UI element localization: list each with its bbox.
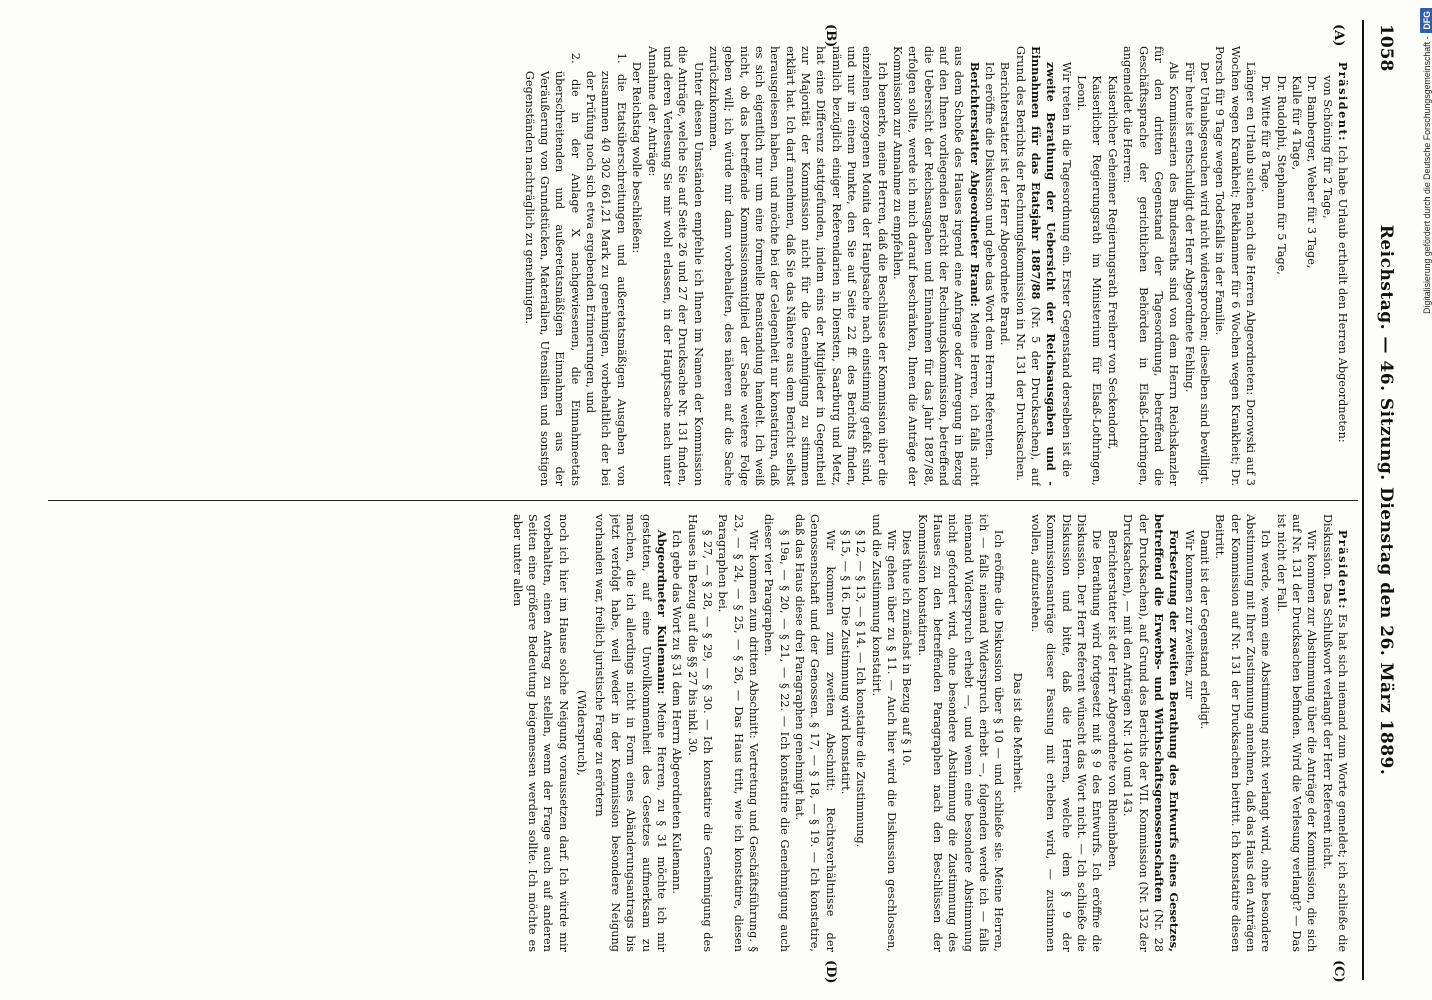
leave-list-item: Dr. Witte für 8 Tage. <box>1259 75 1273 193</box>
resolution-item: 2. die in der Anlage X nachgewiesenen, die Einnahmeetats überschreitenden und außeretatsmäßigen Einnahmen aus der Veräußerung von Grundstücken, Materialien, Utensilien und sonstigen Gegenständen nachträglich zu genehmigen. <box>522 52 582 486</box>
digitization-text: Digitalisierung gefördert durch die Deutsche Forschungsgemeinschaft - <box>1422 36 1432 314</box>
running-title: Reichstag. — 46. Sitzung. Dienstag den 26. März 1889. <box>1376 224 1396 776</box>
paragraph: § 15, — § 16. Die Zustimmung wird konstatirt. <box>839 529 852 795</box>
resolution-item: 1. die Etatsüberschreitungen und außeretatsmäßigen Ausgaben von zusammen 40 302 661,21 Mark zu genehmigen, vorbehaltlich der bei der Prüfung noch sich etwa ergebenden Erinnerungen, und <box>584 52 628 486</box>
speaker-label: Berichterstatter Abgeordneter Brand: <box>967 61 982 307</box>
paragraph: Ich werde, wenn eine Abstimmung nicht verlangt wird, ohne besondere Abstimmung mit Ihrer Zustimmung annehmen, daß das Haus den Anträgen der Kommission auf Nr. 131 der Drucksachen beitritt. Ich konstatire diesen Beitritt. <box>1213 514 1273 952</box>
paragraph: Präsident: Es hat sich niemand zum Worte gemeldet; ich schließe die Diskussion. Das Schlußwort verlangt der Herr Referent nicht. <box>1320 514 1350 952</box>
paragraph: Kaiserlicher Regierungsrath im Ministerium für Elsaß-Lothringen, Leoni. <box>1075 75 1104 486</box>
leave-list-item: von Schöning für 2 Tage, <box>1320 75 1334 219</box>
paragraph: Dies thue ich zunächst in Bezug auf § 10. <box>900 529 914 767</box>
leave-list-item: Dr. Bamberger, Weber für 3 Tage, <box>1305 75 1319 269</box>
paragraph: Abgeordneter Kulemann: Meine Herren, zu § 31 möchte ich mir gestatten, auf eine Unvollkommenheit des Gesetzes aufmerksam zu machen, die ich allerdings nicht in Form eines Abänderungsantrags bis jetzt verfolgt habe, weil weder in der Kommission besondere Neigung vorhanden war, freilich juristische Frage zu erörtern <box>593 514 669 952</box>
paragraph: Länger en Urlaub suchen nach die Herren Abgeordneten: Dorowski auf 3 Wochen wegen Krankheit; Riekhammer für 6 Wochen wegen Krankheit; Dr. Porsch für 9 Tage wegen Todesfalls in der Familie. <box>1213 46 1257 486</box>
result-note: Das ist die Mehrheit. <box>1010 672 1024 794</box>
margin-marker-d: (D) <box>823 960 838 984</box>
paragraph: § 19a, — § 20, — § 21, — § 22. — Ich konstatire die Genehmigung auch dieser vier Paragraphen. <box>762 514 791 952</box>
agenda-item: Fortsetzung der zweiten Berathung des Entwurfs eines Gesetzes, betreffend die Erwerbs- und Wirthschaftsgenossenschaften (Nr. 28 der Drucksachen), auf Grund des Berichts der VII. Kommission (Nr. 132 der Drucksachen), — mit den Anträgen Nr. 140 und 143. <box>1121 514 1182 952</box>
margin-marker-c: (C) <box>1331 960 1346 983</box>
page-number: 1058 <box>1376 24 1396 72</box>
agenda-title: zweite Berathung der Uebersicht der Reichsausgaben und -Einnahmen für das Etatsjahr 1887/88 <box>1029 46 1059 486</box>
paragraph: § 12, — § 13, — § 14. — Ich konstatire die Zustimmung. <box>854 529 868 848</box>
paragraph: Wir kommen zum zweiten Abschnitt: Rechtsverhältnisse der Genossenschaft und der Genossen. § 17, — § 18, — § 19. — Ich konstatire, daß das Haus diese drei Paragraphen genehmigt hat. <box>792 514 837 952</box>
paragraph: Ich bemerke, meine Herren, daß die Beschlüsse der Kommission über die einzelnen gezogenen Monita der Hauptsache nach einstimmig gefaßt sind, und nur in einem Punkte, den Sie auf Seite 22 ff. des Berichts finden, nämlich bezüglich einiger Referendarien in Diensten, Saarburg und Metz, hat eine Differenz stattgefunden, indem eins der Mitglieder in Gegentheil zur Majorität der Kommission nicht für die Genehmigung zu stimmen erklärt hat. Ich darf annehmen, daß Sie das Nähere aus dem Bericht selbst herausgelesen haben, und möchte bei der Gelegenheit nur konstatiren, daß es sich eigentlich nur um eine formelle Beanstandung handelt. Ich weiß nicht, ob das betreffende Kommissionsmitglied der Sache weitere Folge geben will; ich würde mir dann vorbehalten, des näheren auf die Sache zurückzukommen. <box>706 46 889 486</box>
speaker-label: Abgeordneter Kulemann: <box>654 529 669 695</box>
paragraph: Für heute ist entschuldigt der Herr Abgeordnete Fehling. <box>1182 61 1196 393</box>
agenda-title: Fortsetzung der zweiten Berathung des Entwurfs eines Gesetzes, betreffend die Erwerbs- und Wirthschaftsgenossenschaften <box>1151 514 1182 952</box>
paragraph: § 27, — § 28, — § 29, — § 30. — Ich konstatire die Genehmigung des Hauses in Bezug auf die §§ 27 bis inkl. 30. <box>685 514 714 952</box>
paragraph: Ich gebe das Wort zu § 31 dem Herrn Abgeordneten Kulemann. <box>670 529 684 895</box>
paragraph: Wir kommen zum dritten Abschnitt: Vertretung und Geschäftsführung. § 23, — § 24, — § 25, — § 26, — Das Haus tritt, wie ich konstatire, diesen Paragraphen bei. <box>716 514 760 952</box>
paragraph: Wir treten in die Tagesordnung ein. Erster Gegenstand derselben ist die <box>1059 61 1073 478</box>
paragraph: Wir kommen zur zweiten, zur <box>1182 529 1196 699</box>
paragraph: Wir kommen zur Abstimmung über die Anträge der Kommission, die sich auf Nr. 131 der Drucksachen befinden. Wird die Verlesung verlangt? — Das ist nicht der Fall. <box>1274 514 1319 952</box>
paragraph: Wir gehen über zu § 11. — Auch hier wird die Diskussion geschlossen, und die Zustimmung konstatirt. <box>869 514 899 952</box>
speaker-label: Präsident: <box>1336 61 1350 142</box>
agenda-item: zweite Berathung der Uebersicht der Reichsausgaben und -Einnahmen für das Etatsjahr 1887/88 (Nr. 5 der Drucksachen), auf Grund des Berichts der Rechnungskommission in Nr. 131 der Drucksachen. <box>1013 46 1059 486</box>
paragraph: Kaiserlicher Geheimer Regierungsrath Freiherr von Seckendorff, <box>1105 75 1119 450</box>
column-left <box>50 46 1350 486</box>
paragraph: Der Urlaubsgesuchen wird nicht widersprochen; dieselben sind bewilligt. <box>1197 61 1211 485</box>
speaker-label: Präsident: <box>1336 529 1350 610</box>
paragraph: Als Kommissarien des Bundesraths sind von dem Herrn Reichskanzler für den dritten Gegenstand der Tagesordnung, betreffend die Geschäftssprache der gerichtlichen Behörden in Elsaß-Lothringen, angemeldet die Herren: <box>1121 46 1181 486</box>
paragraph: Berichterstatter ist der Herr Abgeordnete Brand. <box>998 61 1012 346</box>
paragraph: Die Berathung wird fortgesetzt mit § 9 des Entwurfs. Ich eröffne die Diskussion. Der Herr Referent wünscht das Wort nicht. — Ich schließe die Diskussion und bitte, daß die Herren, welche dem § 9 der Kommissionsanträge dieser Fassung mit erheben wird, — zustimmen wollen, aufzustehen. <box>1029 514 1104 952</box>
column-divider <box>48 500 1358 501</box>
column-right <box>50 514 1350 952</box>
paragraph: Berichterstatter Abgeordneter Brand: Meine Herren, ich falls nicht aus dem Schoße des Hauses irgend eine Anfrage oder Anregung in Bezug auf den Ihnen vorliegenden Bericht der Rechnungskommission, betreffend die Uebersicht der Reichsausgaben und Einnahmen für das Jahr 1887/88, erfolgen sollte, werde ich mich darauf beschränken, Ihnen die Anträge der Kommission zur Annahme zu empfehlen. <box>891 46 982 486</box>
digitization-notice <box>1418 11 1432 994</box>
margin-marker-a: (A) <box>1331 24 1346 47</box>
paragraph: Unter diesen Umständen empfehle ich Ihnen im Namen der Kommission die Anträge, welche Sie auf Seite 26 und 27 der Drucksache Nr. 131 finden, und deren Verlesung Sie mir wohl erlassen, in der Hauptsache nach unter Annahme der Anträge: <box>645 46 705 486</box>
margin-marker-b: (B) <box>823 24 838 48</box>
interjection: (Widerspruch), <box>575 689 589 777</box>
paragraph: Damit ist der Gegenstand erledigt. <box>1197 529 1211 730</box>
paragraph: Ich eröffne die Diskussion über § 10 — und schließe sie. Meine Herren, ich — falls niemand Widerspruch erhebt —, folgenden werde ich — falls niemand Widerspruch erhebt —, und wenn eine besondere Abstimmung nicht gefordert wird, ohne besondere Abstimmung die Zustimmung des Hauses zu den betreffenden Paragraphen nach den Beschlüssen der Kommission konstatiren. <box>915 514 1006 952</box>
dfg-logo: DFG <box>1420 8 1432 33</box>
leave-list-item: Dr. Rudolphi, Stephann für 5 Tage, <box>1274 75 1288 275</box>
leave-list-item: Kalle für 4 Tage, <box>1289 75 1303 171</box>
running-header <box>1362 20 1408 980</box>
paragraph: noch ich hier im Hause solche Neigung voraussetzen darf. Ich würde mir vorbehalten, einen Antrag zu stellen, wenn der Frage auch auf anderen Seiten eine größere Bedeutung beigemessen werden sollte. Ich möchte es aber unter allen <box>510 514 570 952</box>
paragraph: Berichterstatter ist der Herr Abgeordnete von Rheinbaben. <box>1105 529 1119 871</box>
rotated-document-page <box>36 20 1408 984</box>
paragraph: Ich eröffne die Diskussion und gebe das Wort dem Herrn Referenten. <box>983 61 997 460</box>
paragraph: Der Reichstag wolle beschließen: <box>630 61 644 254</box>
paragraph: Präsident: Ich habe Urlaub ertheilt den Herren Abgeordneten: <box>1336 61 1350 443</box>
